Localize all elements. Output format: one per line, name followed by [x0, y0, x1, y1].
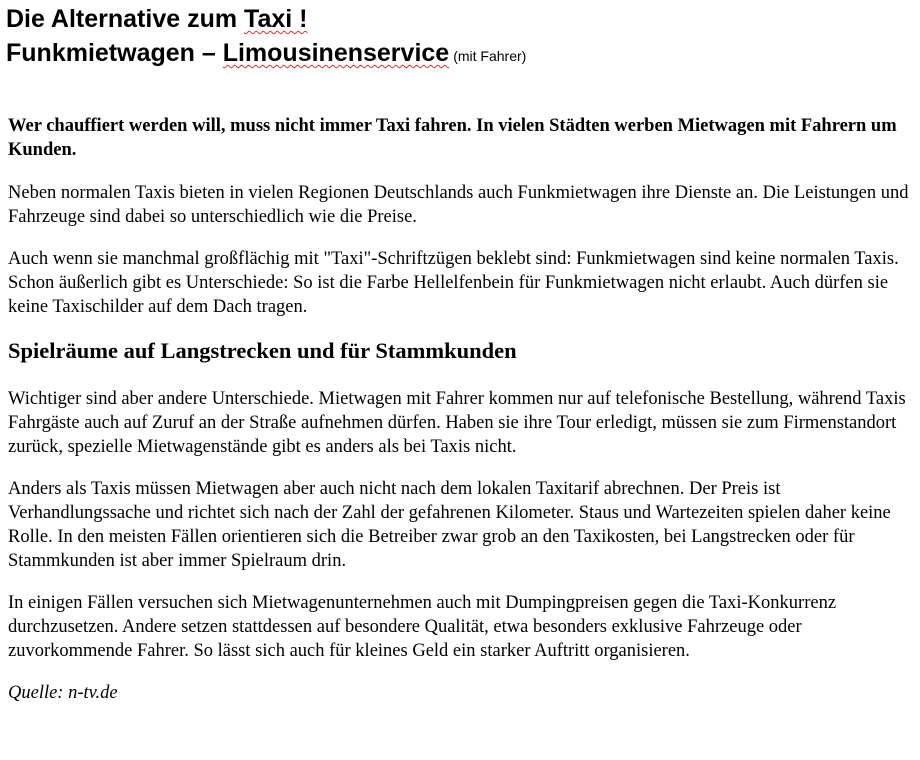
paragraph-2: Auch wenn sie manchmal großflächig mit "Taxi"-Schriftzügen beklebt sind: Funkmietwagen sind keine normalen Taxis. Schon äußerlich gibt es Unterschiede: So ist die Farbe Hellelfenbein für Funkmietwagen nicht erlaubt. Auch dürfen sie keine Taxischilder auf dem Dach tragen.	[8, 249, 899, 317]
article-body	[8, 114, 913, 705]
title-line-1	[6, 2, 526, 36]
title-limousinenservice: Limousinenservice	[222, 39, 450, 67]
section-heading: Spielräume auf Langstrecken und für Stammkunden	[8, 338, 517, 363]
title-line-2	[6, 36, 526, 73]
document-title	[6, 2, 526, 73]
paragraph-5: In einigen Fällen versuchen sich Mietwagenunternehmen auch mit Dumpingpreisen gegen die Taxi-Konkurrenz durchzusetzen. Andere setzen stattdessen auf besondere Qualität, etwa besonders exklusive Fahrzeuge oder zuvorkommende Fahrer. So lässt sich auch für kleines Geld ein starker Auftritt organisieren.	[8, 593, 837, 661]
source-citation: Quelle: n-tv.de	[8, 683, 118, 703]
title-prefix: Die Alternative zum	[6, 5, 245, 33]
lead-paragraph: Wer chauffiert werden will, muss nicht immer Taxi fahren. In vielen Städten werben Mietwagen mit Fahrern um Kunden.	[8, 116, 897, 160]
title-note: (mit Fahrer)	[453, 48, 527, 64]
title-funkmietwagen: Funkmietwagen –	[6, 39, 223, 67]
paragraph-4: Anders als Taxis müssen Mietwagen aber auch nicht nach dem lokalen Taxitarif abrechnen. Der Preis ist Verhandlungssache und richtet sich nach der Zahl der gefahrenen Kilometer. Staus und Wartezeiten spielen daher keine Rolle. In den meisten Fällen orientieren sich die Betreiber zwar grob an den Taxikosten, bei Langstrecken oder für Stammkunden ist aber immer Spielraum drin.	[8, 479, 891, 571]
paragraph-3: Wichtiger sind aber andere Unterschiede. Mietwagen mit Fahrer kommen nur auf telefonische Bestellung, während Taxis Fahrgäste auch auf Zuruf an der Straße aufnehmen dürfen. Haben sie ihre Tour erledigt, müssen sie zum Firmenstandort zurück, spezielle Mietwagenstände gibt es anders als bei Taxis nicht.	[8, 389, 906, 457]
paragraph-1: Neben normalen Taxis bieten in vielen Regionen Deutschlands auch Funkmietwagen ihre Dienste an. Die Leistungen und Fahrzeuge sind dabei so unterschiedlich wie die Preise.	[8, 183, 909, 227]
title-taxi-word: Taxi !	[244, 5, 308, 33]
